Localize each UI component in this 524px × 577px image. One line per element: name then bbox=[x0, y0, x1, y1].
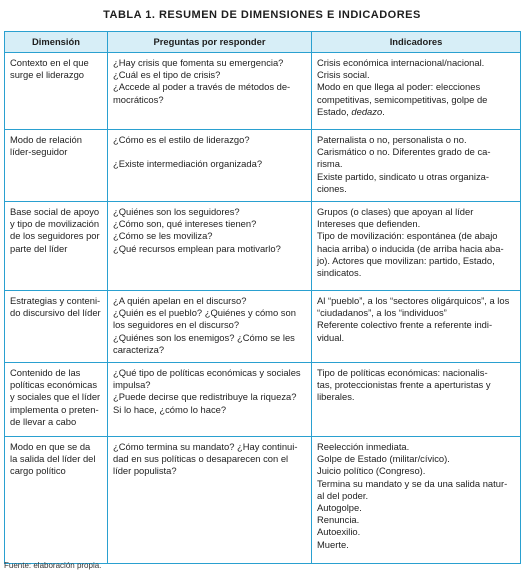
dimension-line: la salida del líder del bbox=[10, 453, 96, 465]
preguntas-line: los seguidores en el discurso? bbox=[113, 319, 240, 331]
preguntas-line: líder populista? bbox=[113, 465, 177, 477]
indicadores-line: Tipo de movilización: espontánea (de abajo bbox=[317, 230, 498, 242]
indicadores-line: ciones. bbox=[317, 182, 347, 194]
dimension-line: Contexto en el que bbox=[10, 57, 89, 68]
cell-dimension bbox=[5, 437, 108, 564]
preguntas-line: ¿Cómo son, qué intereses tienen? bbox=[113, 218, 257, 230]
indicadores-line: Crisis económica internacional/nacional. bbox=[317, 57, 485, 68]
preguntas-line: ¿Cómo es el estilo de liderazgo? bbox=[113, 134, 250, 145]
cell-dimension bbox=[5, 53, 108, 130]
preguntas-line: ¿Qué recursos emplean para motivarlo? bbox=[113, 242, 281, 254]
indicadores-line: Golpe de Estado (militar/cívico). bbox=[317, 453, 450, 465]
preguntas-line: ¿Cómo se les moviliza? bbox=[113, 230, 213, 242]
table-row bbox=[5, 291, 521, 363]
indicadores-line: liberales. bbox=[317, 391, 355, 403]
dimension-line: Modo de relación bbox=[10, 134, 82, 145]
dimension-line: de llevar a cabo bbox=[10, 415, 77, 427]
table-row bbox=[5, 130, 521, 202]
preguntas-line: ¿Hay crisis que fomenta su emergencia? bbox=[113, 57, 284, 68]
cell-dimension bbox=[5, 130, 108, 202]
cell-preguntas bbox=[108, 363, 312, 437]
indicadores-line: Existe partido, sindicato u otras organiza- bbox=[317, 170, 489, 182]
indicadores-line: Paternalista o no, personalista o no. bbox=[317, 134, 467, 145]
cell-indicadores bbox=[312, 363, 521, 437]
cell-preguntas bbox=[108, 202, 312, 291]
table-row bbox=[5, 363, 521, 437]
dimension-line: y tipo de movilización bbox=[10, 218, 100, 230]
header-dimension: Dimensión bbox=[5, 32, 108, 53]
indicadores-line: competitivas, semicompetitivas, golpe de bbox=[317, 93, 488, 105]
preguntas-line: mocráticos? bbox=[113, 93, 164, 105]
source-note: Fuente: elaboración propia. bbox=[4, 561, 102, 570]
cell-indicadores bbox=[312, 53, 521, 130]
cell-preguntas bbox=[108, 53, 312, 130]
indicadores-line: “ciudadanos”, a los “individuos” bbox=[317, 307, 447, 319]
dimension-line: Base social de apoyo bbox=[10, 206, 100, 218]
table-row bbox=[5, 53, 521, 130]
cell-indicadores bbox=[312, 202, 521, 291]
cell-dimension bbox=[5, 202, 108, 291]
dimension-line: surge el liderazgo bbox=[10, 69, 85, 81]
dimension-line: do discursivo del líder bbox=[10, 307, 101, 319]
cell-preguntas bbox=[108, 291, 312, 363]
indicadores-line: sindicatos. bbox=[317, 267, 362, 279]
cell-preguntas bbox=[108, 130, 312, 202]
table-header-row bbox=[5, 32, 521, 53]
dimension-line: cargo político bbox=[10, 465, 66, 477]
preguntas-line: ¿Cuál es el tipo de crisis? bbox=[113, 69, 221, 81]
summary-table bbox=[4, 31, 521, 564]
indicadores-line: Autogolpe. bbox=[317, 502, 362, 514]
dimension-line: parte del líder bbox=[10, 242, 68, 254]
preguntas-line: caracteriza? bbox=[113, 343, 165, 355]
preguntas-line: ¿Quién es el pueblo? ¿Quiénes y cómo son bbox=[113, 307, 296, 319]
preguntas-line: impulsa? bbox=[113, 379, 151, 391]
indicadores-line: Crisis social. bbox=[317, 69, 370, 81]
indicadores-line: Carismático o no. Diferentes grado de ca- bbox=[317, 146, 491, 158]
indicadores-line: hacia arriba) o inducida (de arriba hacia aba- bbox=[317, 242, 504, 254]
dimension-line: Estrategias y conteni- bbox=[10, 295, 101, 307]
table-row bbox=[5, 437, 521, 564]
emphasis-text: dedazo bbox=[351, 105, 383, 117]
cell-indicadores bbox=[312, 130, 521, 202]
cell-preguntas bbox=[108, 437, 312, 564]
table-row bbox=[5, 202, 521, 291]
cell-indicadores bbox=[312, 437, 521, 564]
dimension-line: implementa o preten- bbox=[10, 403, 99, 415]
preguntas-line: ¿Quiénes son los seguidores? bbox=[113, 206, 240, 218]
dimension-line: de los seguidores por bbox=[10, 230, 100, 242]
preguntas-line bbox=[113, 146, 307, 158]
preguntas-line: ¿Qué tipo de políticas económicas y sociales bbox=[113, 367, 301, 379]
dimension-line: Contenido de las bbox=[10, 367, 81, 379]
indicadores-line: Grupos (o clases) que apoyan al líder bbox=[317, 206, 474, 218]
indicadores-line: Tipo de políticas económicas: nacionalis- bbox=[317, 367, 488, 379]
indicadores-line: Autoexilio. bbox=[317, 526, 361, 538]
indicadores-line: al del poder. bbox=[317, 489, 369, 501]
cell-dimension bbox=[5, 363, 108, 437]
indicadores-line: Reelección inmediata. bbox=[317, 441, 410, 453]
indicadores-line: Referente colectivo frente a referente indi- bbox=[317, 319, 493, 331]
header-indicadores: Indicadores bbox=[312, 32, 521, 53]
preguntas-line: Si lo hace, ¿cómo lo hace? bbox=[113, 403, 227, 415]
indicadores-line: Muerte. bbox=[317, 538, 349, 550]
cell-dimension bbox=[5, 291, 108, 363]
preguntas-line: dad en sus políticas o desaparecen con el bbox=[113, 453, 289, 465]
preguntas-line: ¿Puede decirse que redistribuye la riqueza? bbox=[113, 391, 297, 403]
dimension-line: Modo en que se da bbox=[10, 441, 91, 453]
indicadores-line: Juicio político (Congreso). bbox=[317, 465, 426, 477]
preguntas-line: ¿Cómo termina su mandato? ¿Hay continui- bbox=[113, 441, 298, 453]
dimension-line: políticas económicas bbox=[10, 379, 98, 391]
indicadores-line: vidual. bbox=[317, 331, 345, 343]
indicadores-line: Al “pueblo”, a los “sectores oligárquicos”, a los bbox=[317, 295, 510, 307]
preguntas-line: ¿Quiénes son los enemigos? ¿Cómo se les bbox=[113, 331, 295, 343]
indicadores-line: Modo en que llega al poder: elecciones bbox=[317, 81, 481, 93]
cell-indicadores bbox=[312, 291, 521, 363]
indicadores-line: Intereses que defienden. bbox=[317, 218, 421, 230]
indicadores-line: Estado, dedazo. bbox=[317, 105, 385, 117]
indicadores-line: Renuncia. bbox=[317, 514, 360, 526]
indicadores-line: risma. bbox=[317, 158, 343, 170]
preguntas-line: ¿Existe intermediación organizada? bbox=[113, 158, 263, 170]
table-title: TABLA 1. RESUMEN DE DIMENSIONES E INDICADORES bbox=[103, 9, 421, 21]
indicadores-line: Termina su mandato y se da una salida natur- bbox=[317, 477, 508, 489]
dimension-line: y sociales que el líder bbox=[10, 391, 101, 403]
dimension-line: líder-seguidor bbox=[10, 146, 68, 158]
indicadores-line: jo). Actores que movilizan: partido, Estado, bbox=[317, 254, 495, 266]
preguntas-line: ¿A quién apelan en el discurso? bbox=[113, 295, 247, 307]
preguntas-line: ¿Accede al poder a través de métodos de- bbox=[113, 81, 291, 93]
header-preguntas: Preguntas por responder bbox=[108, 32, 312, 53]
indicadores-line: tas, proteccionistas frente a aperturistas y bbox=[317, 379, 491, 391]
